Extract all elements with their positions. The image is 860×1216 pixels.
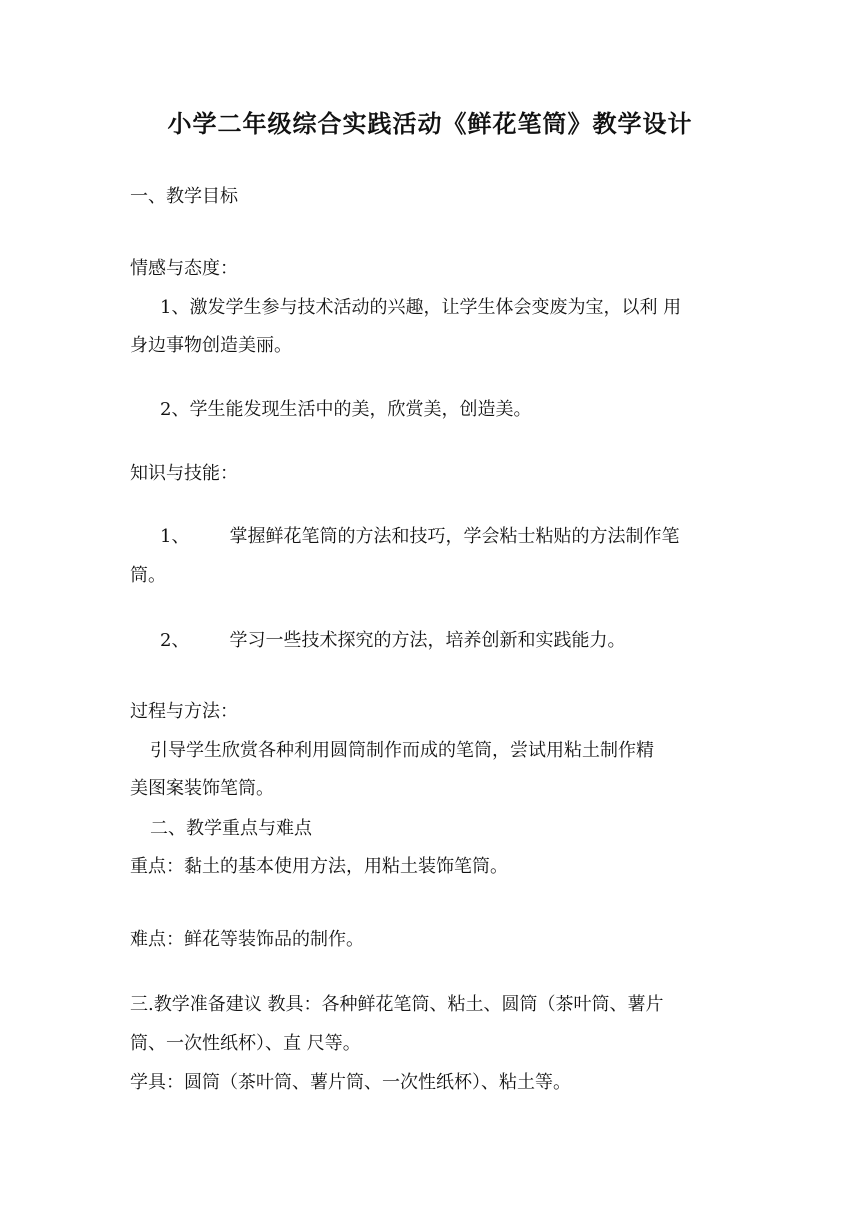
student-tools: 学具：圆筒（茶叶筒、薯片筒、一次性纸杯）、粘土等。 [130,1072,571,1093]
preparation-line-1: 三.教学准备建议 教具：各种鲜花笔筒、粘土、圆筒（茶叶筒、薯片 [130,994,664,1015]
section-heading-key-points: 二、教学重点与难点 [150,818,312,839]
skill-item-1 [160,522,679,548]
attitude-item-1-line-1: 1、激发学生参与技术活动的兴趣，让学生体会变废为宝，以利 用 [160,297,682,318]
process-line-2: 美图案装饰笔筒。 [130,778,274,799]
attitude-item-2: 2、学生能发现生活中的美，欣赏美，创造美。 [160,399,532,420]
document-title: 小学二年级综合实践活动《鲜花笔筒》教学设计 [167,109,693,138]
skill-item-1-line-2: 筒。 [130,565,166,586]
skill-item-1-text: 掌握鲜花笔筒的方法和技巧，学会粘士粘贴的方法制作笔 [229,526,680,547]
subheading-skills: 知识与技能： [130,463,238,484]
skill-item-1-number: 1、 [160,526,190,547]
subheading-process: 过程与方法： [130,701,238,722]
skill-item-2-text: 学习一些技术探究的方法，培养创新和实践能力。 [229,630,626,651]
section-heading-objectives: 一、教学目标 [130,186,238,207]
key-point: 重点：黏土的基本使用方法，用粘土装饰笔筒。 [130,856,508,877]
preparation-line-2: 筒、一次性纸杯）、直 尺等。 [130,1033,361,1054]
subheading-attitude: 情感与态度： [130,258,238,279]
skill-item-2-number: 2、 [160,630,190,651]
attitude-item-1-line-2: 身边事物创造美丽。 [130,335,292,356]
difficult-point: 难点：鲜花等装饰品的制作。 [130,929,364,950]
skill-item-2 [160,626,625,652]
process-line-1: 引导学生欣赏各种利用圆筒制作而成的笔筒，尝试用粘土制作精 [150,740,654,761]
